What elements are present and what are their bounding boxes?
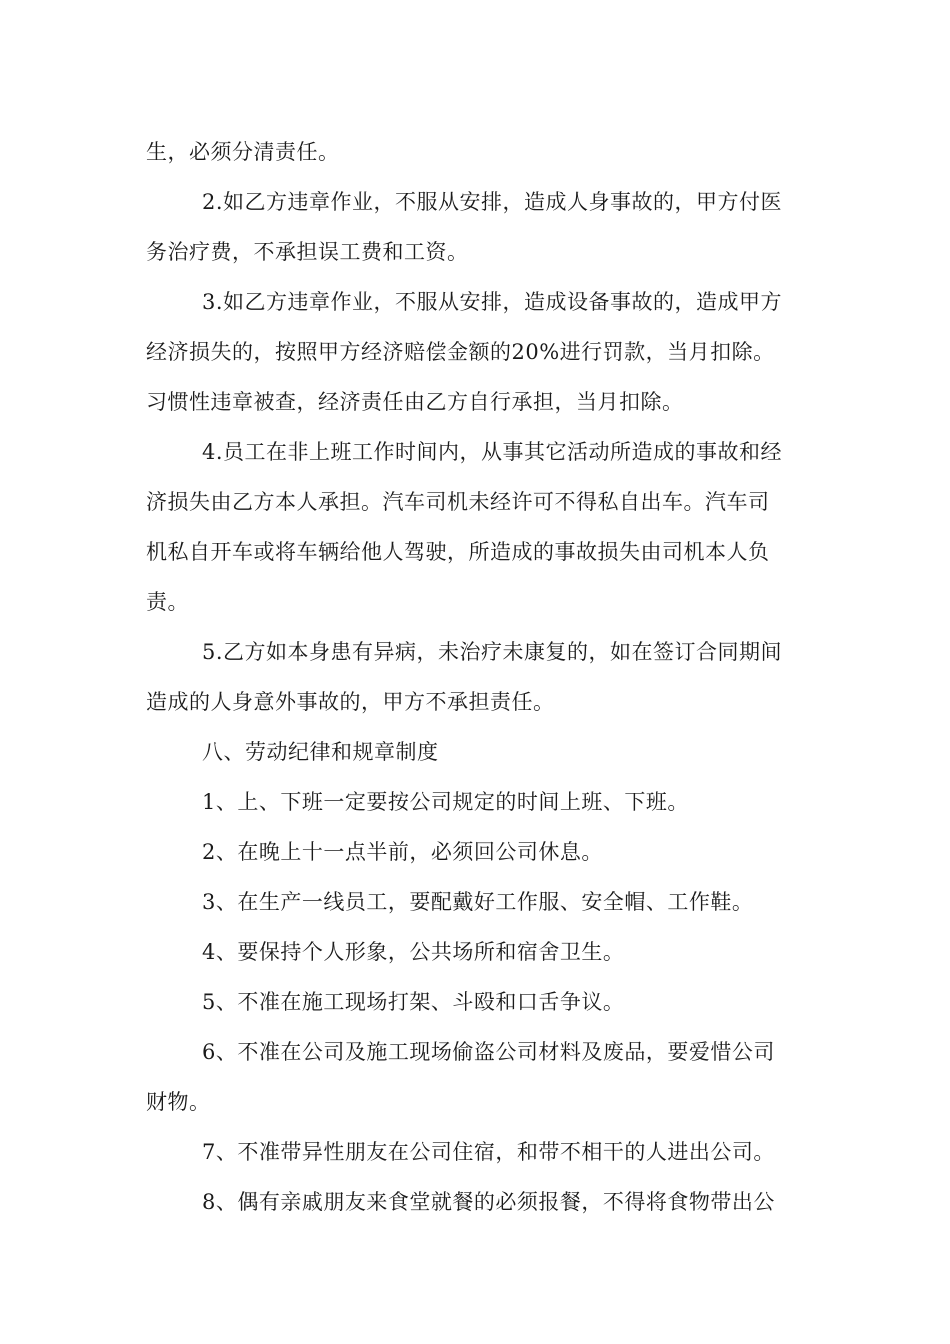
paragraph-line: 务治疗费，不承担误工费和工资。	[146, 240, 469, 264]
paragraph-line: 4.员工在非上班工作时间内，从事其它活动所造成的事故和经	[202, 440, 783, 464]
rule-item: 7、不准带异性朋友在公司住宿，和带不相干的人进出公司。	[202, 1140, 775, 1164]
rule-item: 3、在生产一线员工，要配戴好工作服、安全帽、工作鞋。	[202, 890, 754, 914]
rule-item: 4、要保持个人形象，公共场所和宿舍卫生。	[202, 940, 625, 964]
paragraph-line: 2.如乙方违章作业，不服从安排，造成人身事故的，甲方付医	[202, 190, 783, 214]
paragraph-line: 责。	[146, 590, 189, 614]
document-body	[146, 127, 806, 1227]
rule-item: 2、在晚上十一点半前，必须回公司休息。	[202, 840, 603, 864]
rule-item: 8、偶有亲戚朋友来食堂就餐的必须报餐，不得将食物带出公	[202, 1190, 775, 1214]
section-heading: 八、劳动纪律和规章制度	[202, 740, 439, 764]
rule-item: 5、不准在施工现场打架、斗殴和口舌争议。	[202, 990, 625, 1014]
paragraph-line: 经济损失的，按照甲方经济赔偿金额的20%进行罚款，当月扣除。	[146, 340, 775, 364]
paragraph-line: 3.如乙方违章作业，不服从安排，造成设备事故的，造成甲方	[202, 290, 783, 314]
paragraph-line: 机私自开车或将车辆给他人驾驶，所造成的事故损失由司机本人负	[146, 540, 770, 564]
paragraph-line: 5.乙方如本身患有异病，未治疗未康复的，如在签订合同期间	[202, 640, 783, 664]
paragraph-line: 生，必须分清责任。	[146, 140, 340, 164]
paragraph-line: 财物。	[146, 1090, 211, 1114]
paragraph-line: 造成的人身意外事故的，甲方不承担责任。	[146, 690, 555, 714]
rule-item: 1、上、下班一定要按公司规定的时间上班、下班。	[202, 790, 689, 814]
paragraph-line: 习惯性违章被查，经济责任由乙方自行承担，当月扣除。	[146, 390, 684, 414]
paragraph-line: 济损失由乙方本人承担。汽车司机未经许可不得私自出车。汽车司	[146, 490, 770, 514]
rule-item: 6、不准在公司及施工现场偷盗公司材料及废品，要爱惜公司	[202, 1040, 775, 1064]
